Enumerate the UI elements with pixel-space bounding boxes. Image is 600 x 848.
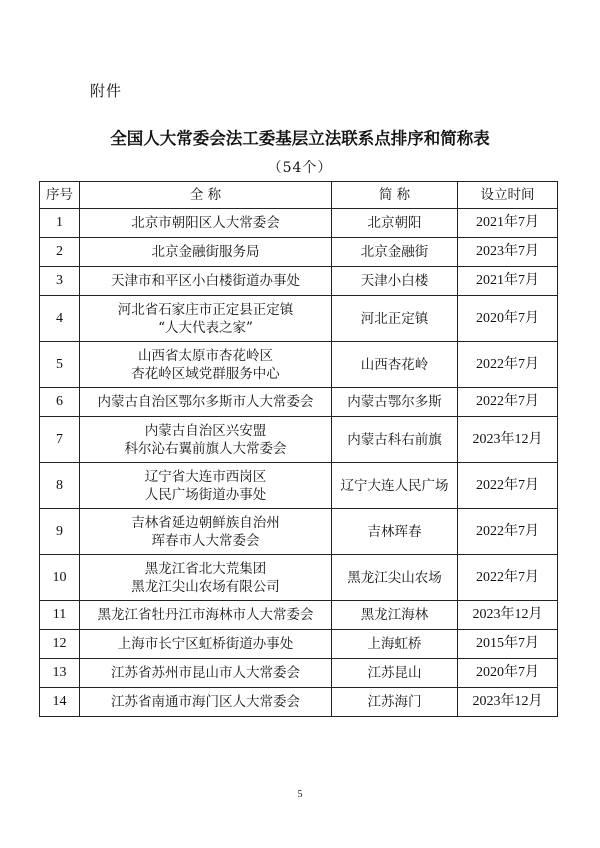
attachment-label: 附件: [90, 82, 123, 100]
full-name-line: 山西省太原市杏花岭区: [138, 347, 273, 364]
row-short-name: 北京朝阳: [332, 209, 458, 238]
row-full-name: [80, 209, 332, 238]
full-name-line: 珲春市人大常委会: [151, 532, 260, 549]
row-short-name: 河北正定镇: [332, 296, 458, 342]
row-date: 2022年7月: [458, 388, 558, 417]
row-date: 2021年7月: [458, 267, 558, 296]
row-seq: 9: [40, 509, 80, 555]
table-row: [40, 209, 558, 238]
full-name-line: 天津市和平区小白楼街道办事处: [111, 273, 300, 289]
row-seq: 2: [40, 238, 80, 267]
table-row: [40, 509, 558, 555]
row-full-name: [80, 267, 332, 296]
full-name-line: 江苏省南通市海门区人大常委会: [111, 694, 300, 710]
row-full-name: [80, 417, 332, 463]
row-full-name: [80, 296, 332, 342]
table-row: [40, 238, 558, 267]
row-seq: 10: [40, 555, 80, 601]
row-date: 2020年7月: [458, 659, 558, 688]
table-body: [40, 209, 558, 717]
row-full-name: [80, 238, 332, 267]
row-seq: 12: [40, 630, 80, 659]
row-short-name: 上海虹桥: [332, 630, 458, 659]
row-date: 2022年7月: [458, 342, 558, 388]
header-date: 设立时间: [458, 182, 558, 209]
full-name-line: 黑龙江省牡丹江市海林市人大常委会: [97, 607, 314, 623]
row-full-name: [80, 388, 332, 417]
row-short-name: 黑龙江海林: [332, 601, 458, 630]
row-seq: 6: [40, 388, 80, 417]
row-seq: 5: [40, 342, 80, 388]
row-short-name: 吉林珲春: [332, 509, 458, 555]
row-short-name: 辽宁大连人民广场: [332, 463, 458, 509]
row-short-name: 北京金融街: [332, 238, 458, 267]
row-date: 2023年12月: [458, 417, 558, 463]
row-full-name: [80, 630, 332, 659]
row-date: 2020年7月: [458, 296, 558, 342]
row-full-name: [80, 342, 332, 388]
row-seq: 13: [40, 659, 80, 688]
full-name-line: 吉林省延边朝鲜族自治州: [131, 514, 280, 531]
row-date: 2023年7月: [458, 238, 558, 267]
table-row: [40, 388, 558, 417]
header-seq: 序号: [40, 182, 80, 209]
full-name-line: 人民广场街道办事处: [144, 486, 267, 503]
full-name-line: 黑龙江省北大荒集团: [144, 560, 267, 577]
table-row: [40, 296, 558, 342]
row-short-name: 天津小白楼: [332, 267, 458, 296]
row-full-name: [80, 688, 332, 717]
full-name-line: 河北省石家庄市正定县正定镇: [117, 301, 294, 318]
row-seq: 4: [40, 296, 80, 342]
row-date: 2023年12月: [458, 601, 558, 630]
row-full-name: [80, 463, 332, 509]
row-full-name: [80, 659, 332, 688]
row-seq: 14: [40, 688, 80, 717]
full-name-line: 江苏省苏州市昆山市人大常委会: [111, 665, 300, 681]
table-row: [40, 463, 558, 509]
table-row: [40, 688, 558, 717]
full-name-line: 科尔沁右翼前旗人大常委会: [124, 440, 287, 457]
row-date: 2022年7月: [458, 463, 558, 509]
header-full-name: 全 称: [80, 182, 332, 209]
row-full-name: [80, 509, 332, 555]
row-short-name: 内蒙古鄂尔多斯: [332, 388, 458, 417]
full-name-line: 北京市朝阳区人大常委会: [131, 215, 280, 231]
table-row: [40, 601, 558, 630]
full-name-line: 北京金融街服务局: [151, 244, 260, 260]
header-short-name: 简 称: [332, 182, 458, 209]
table-row: [40, 555, 558, 601]
table-header-row: [40, 182, 558, 209]
full-name-line: 黑龙江尖山农场有限公司: [131, 578, 280, 595]
row-date: 2015年7月: [458, 630, 558, 659]
row-short-name: 山西杏花岭: [332, 342, 458, 388]
document-title: 全国人大常委会法工委基层立法联系点排序和简称表: [110, 129, 490, 148]
row-seq: 11: [40, 601, 80, 630]
row-seq: 8: [40, 463, 80, 509]
full-name-line: “人大代表之家”: [158, 319, 253, 336]
row-short-name: 江苏昆山: [332, 659, 458, 688]
full-name-line: 辽宁省大连市西岗区: [144, 468, 267, 485]
table-row: [40, 342, 558, 388]
full-name-line: 内蒙古自治区兴安盟: [144, 422, 267, 439]
row-seq: 7: [40, 417, 80, 463]
full-name-line: 内蒙古自治区鄂尔多斯市人大常委会: [97, 394, 314, 410]
row-date: 2023年12月: [458, 688, 558, 717]
count-label: （54个）: [267, 160, 333, 176]
row-short-name: 黑龙江尖山农场: [332, 555, 458, 601]
table-row: [40, 659, 558, 688]
table-row: [40, 630, 558, 659]
row-seq: 1: [40, 209, 80, 238]
row-full-name: [80, 601, 332, 630]
table-row: [40, 267, 558, 296]
row-date: 2021年7月: [458, 209, 558, 238]
full-name-line: 杏花岭区域党群服务中心: [131, 365, 280, 382]
row-full-name: [80, 555, 332, 601]
page-number: 5: [297, 789, 303, 800]
table-row: [40, 417, 558, 463]
row-short-name: 江苏海门: [332, 688, 458, 717]
row-short-name: 内蒙古科右前旗: [332, 417, 458, 463]
row-seq: 3: [40, 267, 80, 296]
row-date: 2022年7月: [458, 555, 558, 601]
contact-points-table: [39, 181, 558, 717]
full-name-line: 上海市长宁区虹桥街道办事处: [117, 636, 294, 652]
row-date: 2022年7月: [458, 509, 558, 555]
